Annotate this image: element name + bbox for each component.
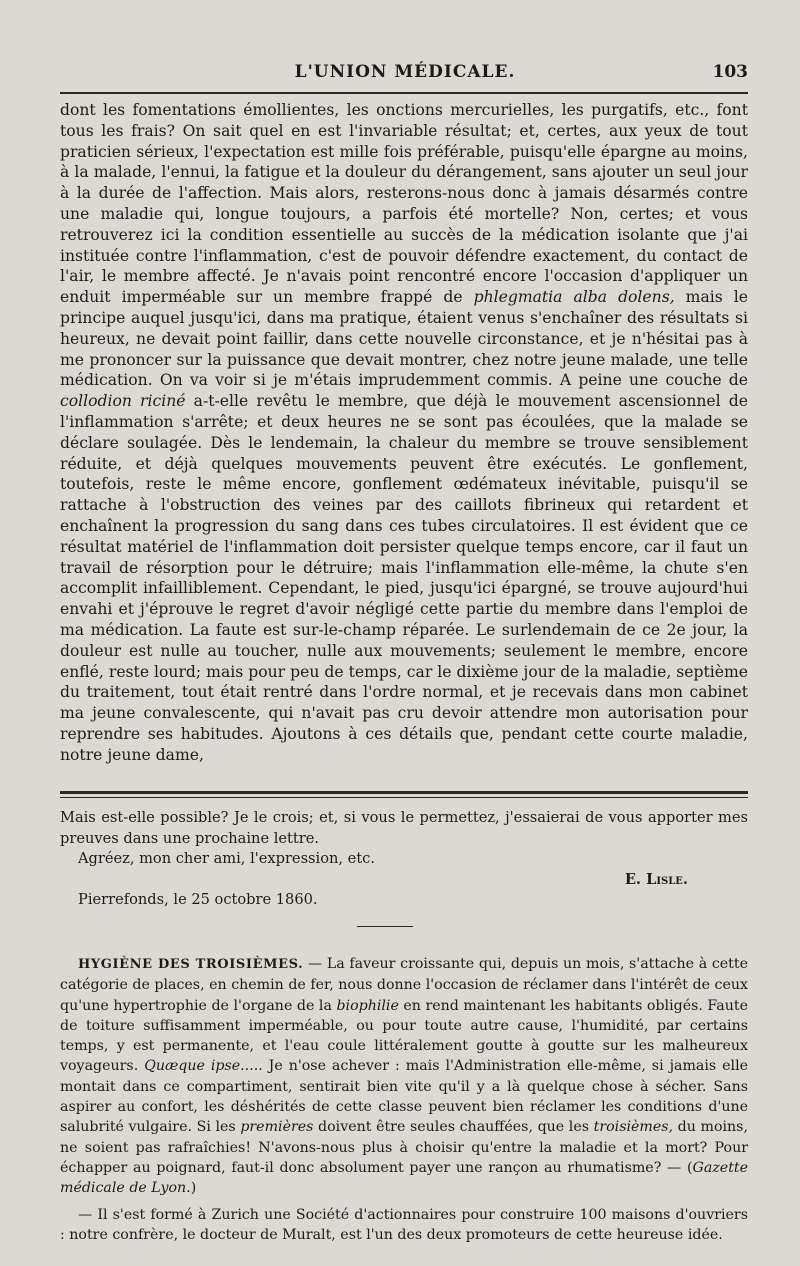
italic-term: premières <box>240 1119 314 1136</box>
article-text: doivent être seules chauffées, que les <box>313 1119 594 1136</box>
letter-line: Mais est-elle possible? Je le crois; et, si vous le permettez, j'essaierai de vous apporter mes preuves dans une prochaine lettre. <box>60 809 748 847</box>
italic-term: troisièmes, <box>593 1119 674 1136</box>
letter-greeting: Agréez, mon cher ami, l'expression, etc. <box>78 850 375 867</box>
article-text: en rend maintenant les habitants obligés. Faute de toiture suffisamment imperméable, ou pour toute autre cause, l'humidité, par certains temps, y est permanente, et l'eau coule littéralement goutte à goutte sur les malheureux voyageurs. <box>60 997 748 1075</box>
place-date: Pierrefonds, le 25 octobre 1860. <box>78 890 318 908</box>
divider-rule <box>357 926 413 927</box>
article-paragraph <box>60 954 748 1199</box>
signature-row <box>60 870 748 910</box>
section-rule-thin <box>60 797 748 798</box>
italic-term: phlegmatia alba dolens, <box>473 288 675 307</box>
body-paragraph <box>60 100 748 766</box>
body-text: dont les fomentations émollientes, les onctions mercurielles, les purgatifs, etc., font tous les frais? On sait quel en est l'invariable résultat; et, certes, aux yeux de tout praticien sérieux, l'expectation est mille fois préférable, puisqu'elle épargne au moins, à la malade, l'ennui, la fatigue et la douleur du dérangement, sans ajouter un seul jour à la durée de l'affection. Mais alors, resterons-nous donc à jamais désarmés contre une maladie qui, longue toujours, a parfois été mortelle? Non, certes; et vous retrouverez ici la condition essentielle au succès de la médication isolante que j'ai instituée contre l'inflammation, c'est de pouvoir défendre exactement, du contact de l'air, le membre affecté. Je n'avais point rencontré encore l'occasion d'appliquer un enduit imperméable sur un membre frappé de <box>60 101 748 307</box>
section-title: HYGIÈNE DES TROISIÈMES. <box>78 957 304 972</box>
journal-title: L'UNION MÉDICALE. <box>294 62 516 82</box>
running-header <box>60 58 750 86</box>
main-article-body <box>60 100 748 766</box>
source-citation: Gazette médicale de Lyon. <box>60 1159 748 1197</box>
signature: E. Lisle. <box>624 870 688 888</box>
italic-term: biophilie <box>336 997 399 1014</box>
italic-term: collodion riciné <box>60 392 186 411</box>
hygiene-article <box>60 954 748 1245</box>
section-rule-thick <box>60 791 748 794</box>
italic-term: Quæque ipse..... <box>144 1058 263 1075</box>
letter-closing <box>60 808 748 910</box>
body-text: mais le principe auquel jusqu'ici, dans ma pratique, étaient venus s'enchaîner des résultats si heureux, ne devait point faillir, dans cette nouvelle circonstance, et je n'hésitai pas à me prononcer sur la puissance que devait montrer, chez notre jeune malade, une telle médication. On va voir si je m'étais imprudemment commis. A peine une couche de <box>60 288 748 390</box>
article-text: Je n'ose achever : mais l'Administration elle-même, si jamais elle montait dans ce compartiment, sentirait bien vite qu'il y a là quelque chose à sécher. Sans aspirer au confort, les déshérités de cette classe peuvent bien réclamer les conditions d'une salubrité vulgaire. Si les <box>60 1058 749 1136</box>
article-text: — La faveur croissante qui, depuis un mois, s'attache à cette catégorie de places, en chemin de fer, nous donne l'occasion de réclamer dans l'intérêt de ceux qu'une hypertrophie de l'organe de la <box>60 956 748 1014</box>
header-rule <box>60 92 748 94</box>
article-text: du moins, ne soient pas rafraîchies! N'avons-nous plus à choisir qu'entre la maladie et la mort? Pour échapper au poignard, faut-il donc absolument payer une rançon au rhumatisme? — ( <box>60 1119 748 1176</box>
body-text: a-t-elle revêtu le membre, que déjà le mouvement ascensionnel de l'inflammation s'arrête; et deux heures ne se sont pas écoulées, que la malade se déclare soulagée. Dès le lendemain, la chaleur du membre se trouve sensiblement réduite, et déjà quelques mouvements peuvent être exécutés. Le gonflement, toutefois, reste le même encore, gonflement œdémateux inévitable, puisqu'il se rattache à l'obstruction des veines par des caillots fibrineux qui retardent et enchaînent la progression du sang dans ces tubes circulatoires. Il est évident que ce résultat matériel de l'inflammation doit persister quelque temps encore, car il faut un travail de résorption pour le détruire; mais l'inflammation elle-même, la chute s'en accomplit infailliblement. Cependant, le pied, jusqu'ici épargné, se trouve aujourd'hui envahi et j'éprouve le regret d'avoir négligé cette partie du membre dans l'emploi de ma médication. La faute est sur-le-champ réparée. Le surlendemain de ce 2e jour, la douleur est nulle au toucher, nulle aux mouvements; seulement le membre, encore enflé, reste lourd; mais pour peu de temps, car le dixième jour de la maladie, septième du traitement, tout était rentré dans l'ordre normal, et je recevais dans mon cabinet ma jeune convalescente, qui n'avait pas cru devoir attendre mon autorisation pour reprendre ses habitudes. Ajoutons à ces détails que, pendant cette courte maladie, notre jeune dame, <box>60 392 748 764</box>
news-paragraph: — Il s'est formé à Zurich une Société d'actionnaires pour construire 100 maisons d'ouvriers : notre confrère, le docteur de Muralt, est l'un des deux promoteurs de cette heureuse idée. <box>60 1206 748 1243</box>
article-text: ) <box>190 1180 197 1197</box>
page-number: 103 <box>712 62 748 82</box>
